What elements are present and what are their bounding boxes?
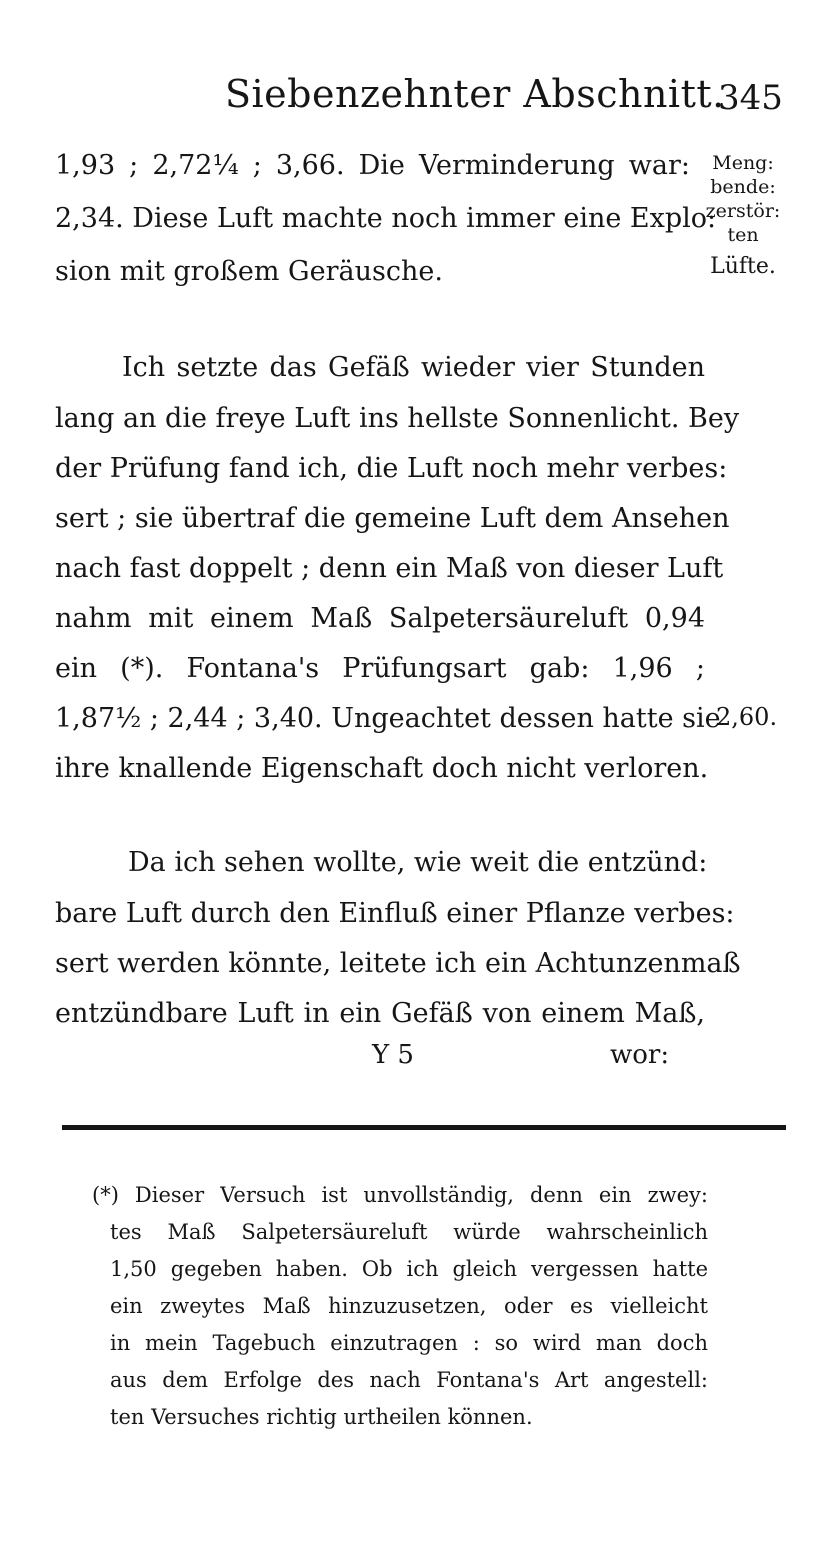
footnote-line: in mein Tagebuch einzutragen : so wird man doch [110,1331,708,1355]
text-line: 1,87½ ; 2,44 ; 3,40. Ungeachtet dessen hatte sie [55,703,721,734]
text-line: bare Luft durch den Einfluß einer Pflanze verbes: [55,898,735,929]
footnote-line: ten Versuches richtig urtheilen können. [110,1405,533,1429]
text-line: sert ; sie übertraf die gemeine Luft dem Ansehen [55,503,730,534]
text-line: 2,34. Diese Luft machte noch immer eine Explo: [55,203,717,234]
text-line: 1,93 ; 2,72¼ ; 3,66. Die Verminderung war: [55,150,690,181]
margin-note-line: ten [727,224,759,246]
footnote-rule [62,1125,786,1130]
margin-value: 2,60. [716,703,778,731]
margin-note-line: Lüfte. [710,254,776,279]
signature-mark: Y 5 [372,1040,414,1070]
text-line: lang an die freye Luft ins hellste Sonnenlicht. Bey [55,403,740,434]
footnote-line: (*) Dieser Versuch ist unvollständig, denn ein zwey: [92,1183,708,1207]
text-line: sion mit großem Geräusche. [55,256,443,287]
margin-note-line: Meng: [712,152,774,174]
margin-note-line: zerstör: [705,200,781,222]
text-line: entzündbare Luft in ein Gefäß von einem Maß, [55,998,705,1029]
text-line: ihre knallende Eigenschaft doch nicht verloren. [55,753,709,784]
text-line: nahm mit einem Maß Salpetersäureluft 0,94 [55,603,705,634]
footnote-line: aus dem Erfolge des nach Fontana's Art angestell: [110,1368,708,1392]
footnote-line: ein zweytes Maß hinzuzusetzen, oder es vielleicht [110,1294,708,1318]
text-line: der Prüfung fand ich, die Luft noch mehr verbes: [55,453,728,484]
margin-note-line: bende: [710,176,776,198]
text-line: Ich setzte das Gefäß wieder vier Stunden [122,352,705,383]
text-line: Da ich sehen wollte, wie weit die entzünd: [128,847,708,878]
page-number: 345 [718,78,783,118]
catchword: wor: [610,1040,670,1070]
text-line: nach fast doppelt ; denn ein Maß von dieser Luft [55,553,724,584]
footnote-line: 1,50 gegeben haben. Ob ich gleich vergessen hatte [110,1257,708,1281]
footnote-line: tes Maß Salpetersäureluft würde wahrscheinlich [110,1220,708,1244]
page-title: Siebenzehnter Abschnitt. [225,72,725,116]
text-line: sert werden könnte, leitete ich ein Achtunzenmaß [55,948,741,979]
text-line: ein (*). Fontana's Prüfungsart gab: 1,96 ; [55,653,705,684]
